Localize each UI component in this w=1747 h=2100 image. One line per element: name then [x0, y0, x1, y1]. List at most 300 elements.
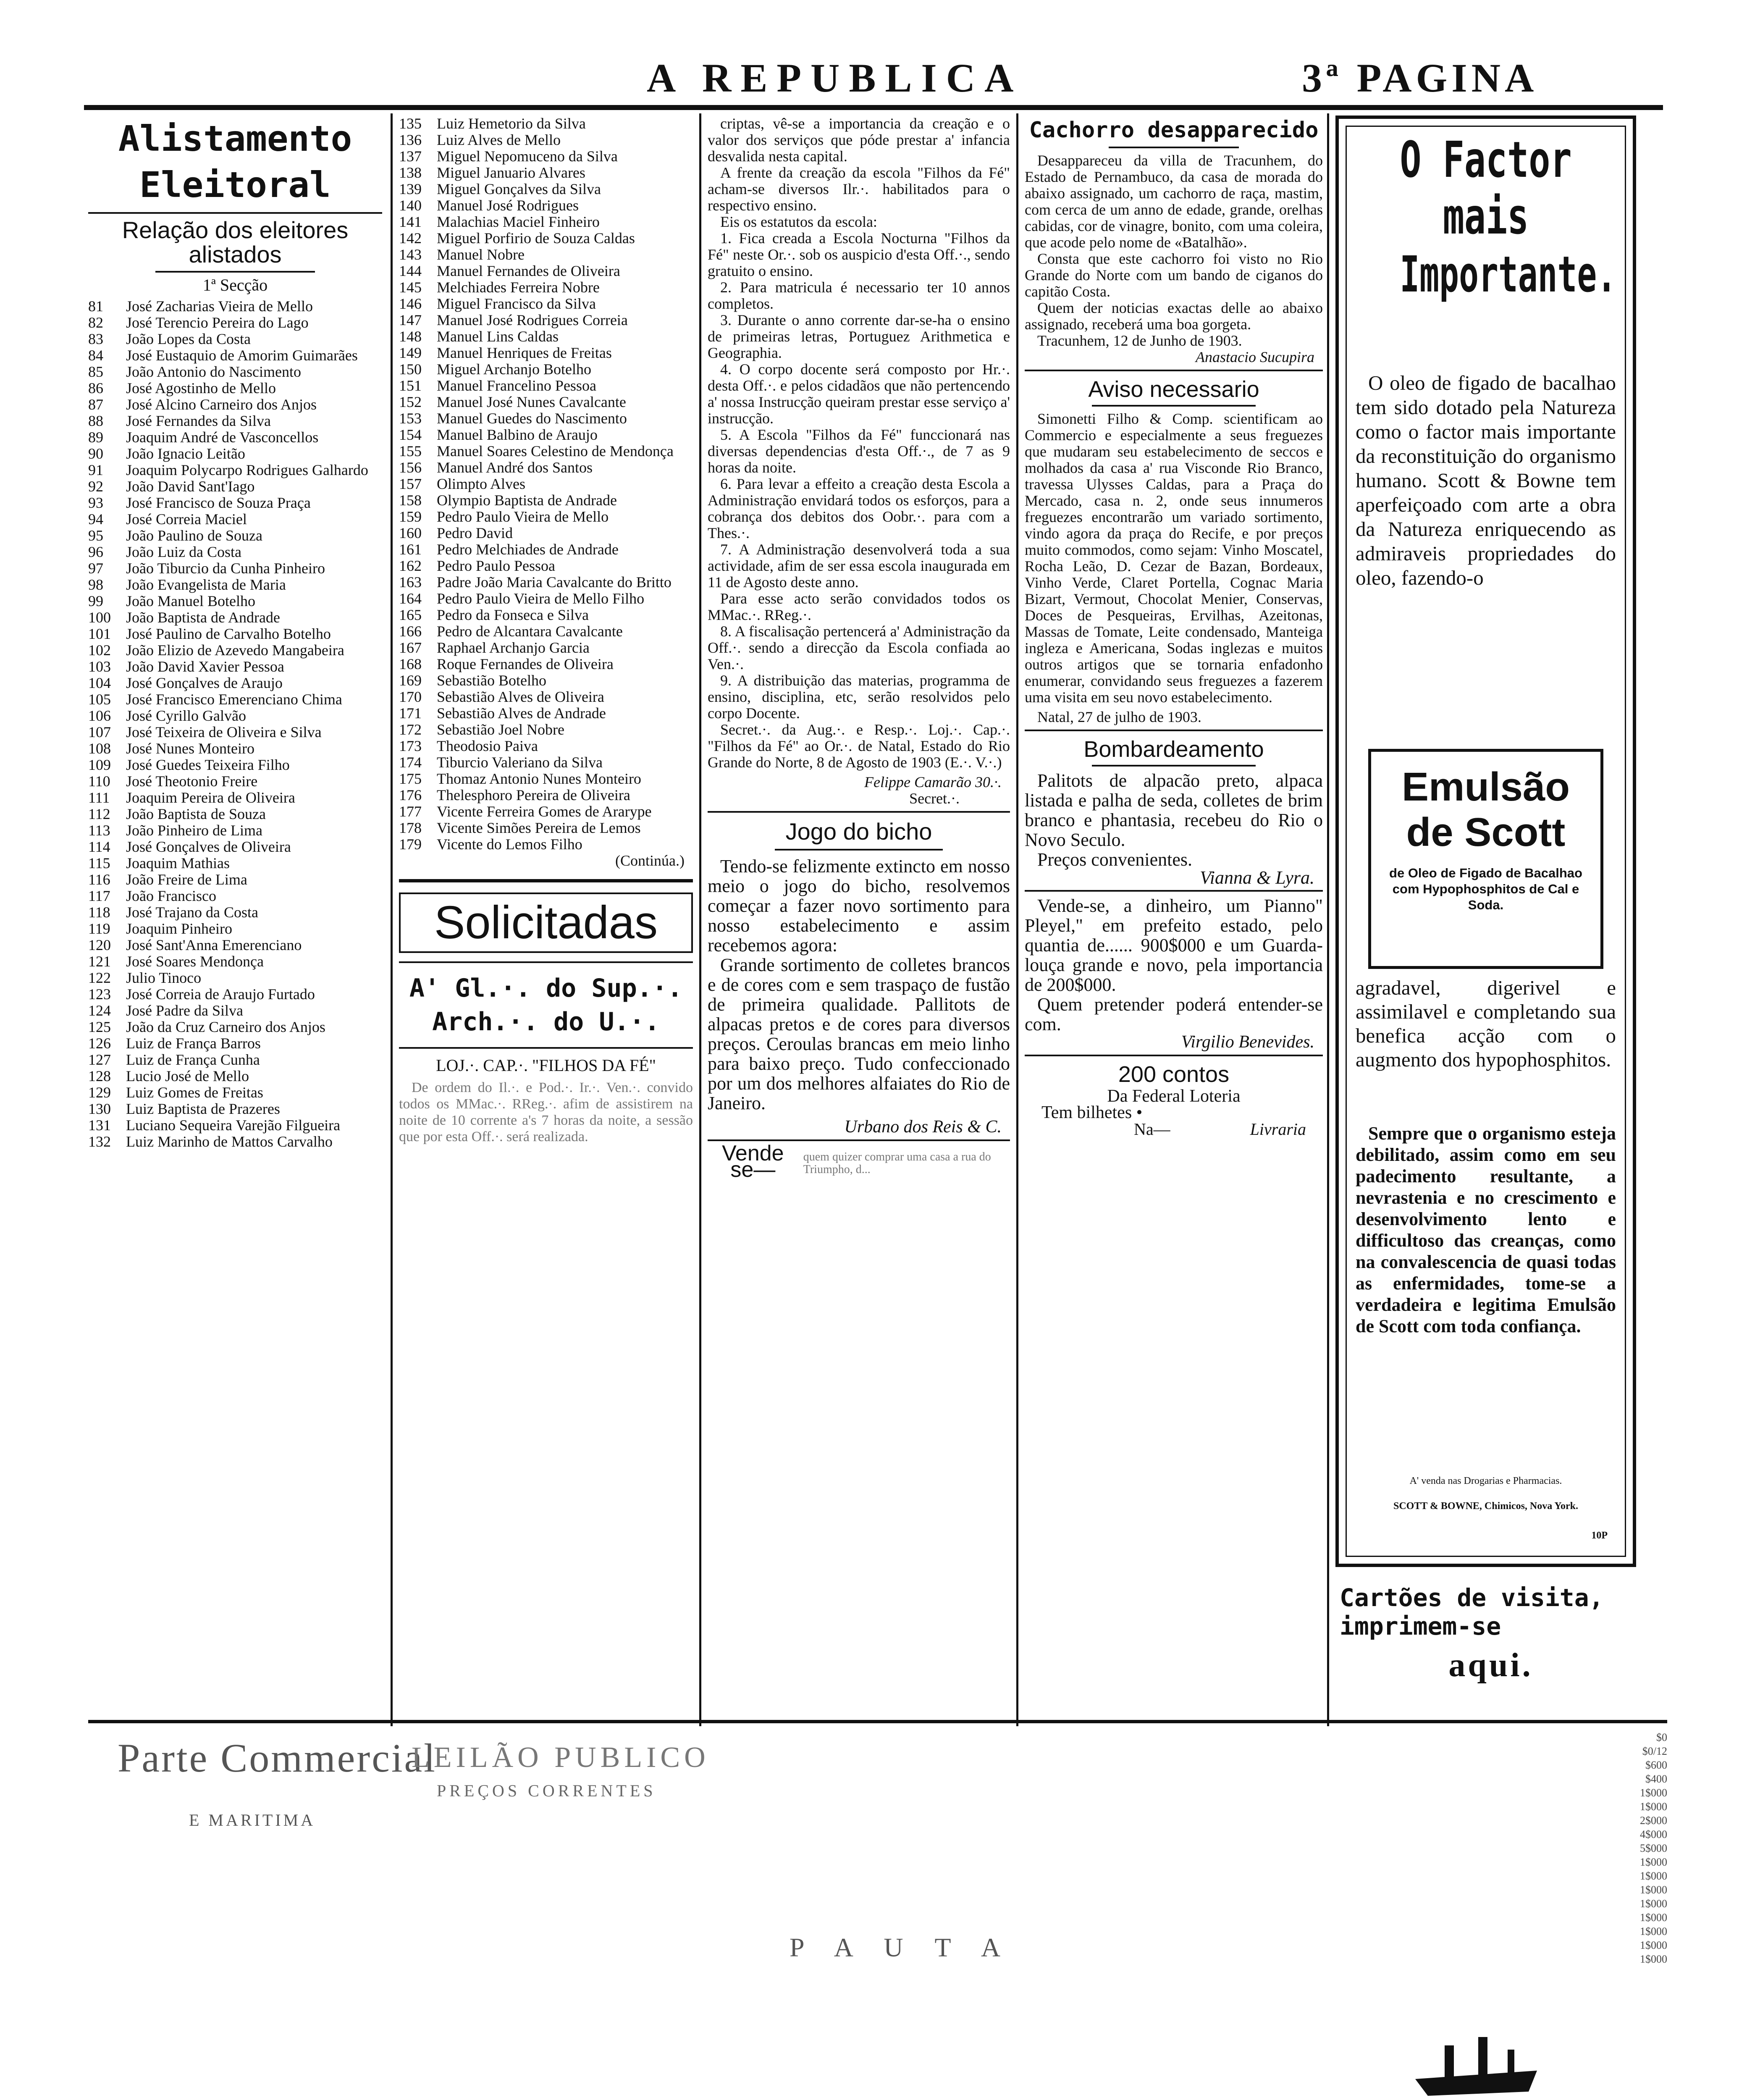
eleitor-entry: [399, 328, 693, 345]
eleitor-entry: [88, 1052, 382, 1068]
eleitor-entry: [399, 574, 693, 591]
eleitor-entry: [88, 1117, 382, 1134]
eleitor-name: Vicente Simões Pereira de Lemos: [437, 819, 641, 836]
masthead: [0, 55, 1747, 100]
bombardeamento-text: Palitots de alpacão preto, alpaca listada e palha de seda, colletes de brim branco e phantasia, recebeu do Rio o Novo Seculo.: [1025, 770, 1323, 850]
eleitor-name: Padre João Maria Cavalcante do Britto: [437, 574, 672, 591]
maritima-heading: E MARITIMA: [189, 1811, 316, 1830]
escola-paragraph: Secret.·. da Aug.·. e Resp.·. Loj.·. Cap.·. "Filhos da Fé" ao Or.·. de Natal, Estado do Rio Grande do Norte, 8 de Agosto de 1903 (E.·. V.·.): [708, 721, 1010, 771]
eleitor-name: Thelesphoro Pereira de Oliveira: [437, 787, 630, 803]
price-value: 1$000: [1640, 1925, 1667, 1937]
after-text: agradavel, digerivel e assimilavel e completando sua benefica acção com o augmento dos hypophosphitos.: [1356, 976, 1616, 1071]
eleitor-name: Manuel Nobre: [437, 246, 525, 263]
eleitor-name: Joaquim Polycarpo Rodrigues Galhardo: [126, 462, 368, 478]
eleitor-name: Manuel Francelino Pessoa: [437, 377, 596, 394]
eleitor-name: Sebastião Botelho: [437, 672, 546, 689]
eleitor-number: 168: [399, 656, 422, 672]
emulsao-box: [1368, 749, 1603, 969]
eleitor-number: 96: [88, 543, 103, 560]
eleitor-name: João Manuel Botelho: [126, 593, 255, 609]
eleitor-entry: [88, 724, 382, 740]
eleitor-name: José Francisco Emerenciano Chima: [126, 691, 342, 708]
eleitor-name: Luiz Alves de Mello: [437, 131, 561, 148]
eleitor-entry: [88, 659, 382, 675]
eleitor-name: Luiz Marinho de Mattos Carvalho: [126, 1133, 333, 1150]
eleitor-number: 149: [399, 344, 422, 361]
eleitor-entry: [88, 429, 382, 446]
eleitor-name: Pedro Paulo Pessoa: [437, 557, 555, 574]
escola-paragraph: 7. A Administração desenvolverá toda a sua actividade, afim de ser essa escola inaugurada em 11 de Agosto deste anno.: [708, 541, 1010, 591]
eleitor-name: Vicente Ferreira Gomes de Ararype: [437, 803, 652, 820]
eleitor-number: 143: [399, 246, 422, 263]
eleitor-number: 155: [399, 443, 422, 459]
eleitor-entry: [88, 1003, 382, 1019]
newspaper-title: A REPUBLICA: [647, 55, 1023, 100]
eleitor-name: João David Xavier Pessoa: [126, 658, 284, 675]
eleitor-number: 118: [88, 904, 110, 921]
divider: [1092, 765, 1256, 766]
divider: [1025, 1055, 1323, 1056]
eleitor-entry: [88, 790, 382, 806]
eleitor-number: 165: [399, 606, 422, 623]
eleitor-number: 152: [399, 394, 422, 410]
eleitor-entry: [88, 937, 382, 953]
eleitor-entry: [399, 132, 693, 148]
eleitor-name: João Baptista de Andrade: [126, 609, 280, 626]
eleitor-entry: [399, 820, 693, 836]
eleitor-entry: [88, 691, 382, 708]
eleitor-number: 177: [399, 803, 422, 820]
eleitor-entry: [88, 872, 382, 888]
eleitor-number: 178: [399, 819, 422, 836]
divider: [155, 271, 315, 273]
solicitadas-heading: Solicitadas: [434, 897, 658, 948]
eleitor-name: Luiz de França Barros: [126, 1035, 261, 1052]
divider: [399, 1047, 693, 1049]
eleitor-number: 158: [399, 492, 422, 509]
eleitor-number: 106: [88, 707, 111, 724]
escola-paragraph: 5. A Escola "Filhos da Fé" funccionará nas diversas dependencias d'esta Off.·., de 7 as 9 horas da noite.: [708, 426, 1010, 476]
eleitor-name: José Gonçalves de Oliveira: [126, 838, 291, 855]
column-lista-2: [399, 116, 693, 1145]
eleitor-name: Luiz de França Cunha: [126, 1051, 260, 1068]
divider: [1025, 890, 1323, 892]
eleitor-entry: [399, 591, 693, 607]
eleitor-number: 136: [399, 131, 422, 148]
divider: [1092, 405, 1256, 407]
eleitor-name: João Ignacio Leitão: [126, 445, 245, 462]
eleitor-name: Manuel Soares Celestino de Mendonça: [437, 443, 674, 459]
contos-text-2: Tem bilhetes •: [1041, 1103, 1143, 1122]
eleitor-number: 156: [399, 459, 422, 476]
eleitor-name: João Paulino de Souza: [126, 527, 262, 544]
price-value: 1$000: [1640, 1856, 1667, 1868]
eleitor-entry: [88, 822, 382, 839]
divider: [1025, 730, 1323, 731]
price-value: 1$000: [1640, 1884, 1667, 1896]
eleitor-name: Luciano Sequeira Varejão Filgueira: [126, 1117, 341, 1134]
eleitor-name: Lucio José de Mello: [126, 1068, 249, 1084]
eleitor-name: Pedro David: [437, 525, 513, 541]
eleitor-name: Manuel André dos Santos: [437, 459, 593, 476]
eleitor-number: 117: [88, 887, 110, 904]
scott-emulsion-ad: [1335, 116, 1636, 1567]
eleitor-entry: [88, 986, 382, 1003]
eleitor-entry: [88, 888, 382, 904]
eleitor-number: 173: [399, 738, 422, 754]
factor-heading-2: mais: [1443, 187, 1529, 245]
loja-text: De ordem do Il.·. e Pod.·. Ir.·. Ven.·. convido todos os MMac.·. RReg.·. afim de assistirem na noite de 10 corrente a's 7 horas da noite, a sessão que por esta Off.·. será realizada.: [399, 1080, 693, 1144]
eleitor-entry: [88, 528, 382, 544]
eleitor-name: Malachias Maciel Finheiro: [437, 213, 600, 230]
continua-label: (Continúa.): [615, 852, 685, 869]
eleitor-entry: [399, 247, 693, 263]
price-value: 1$000: [1640, 1787, 1667, 1799]
eleitor-number: 138: [399, 164, 422, 181]
eleitor-entry: [399, 525, 693, 541]
eleitor-name: Manuel Henriques de Freitas: [437, 344, 612, 361]
divider: [399, 879, 693, 882]
eleitor-name: José Francisco de Souza Praça: [126, 494, 311, 511]
factor-text: O oleo de figado de bacalhao tem sido dotado pela Natureza como o factor mais importante da reconstituição do organismo humano. Scott & Bowne tem aperfeiçoado com arte a obra da Natureza enriquecendo as admiraveis propriedades do oleo, fazendo-o: [1356, 371, 1616, 589]
eleitor-name: Miguel Nepomuceno da Silva: [437, 148, 618, 165]
eleitor-number: 82: [88, 314, 103, 331]
eleitor-number: 172: [399, 721, 422, 738]
eleitor-number: 137: [399, 148, 422, 165]
eleitor-entry: [88, 757, 382, 773]
eleitor-entry: [399, 705, 693, 722]
eleitor-entry: [88, 298, 382, 315]
eleitor-name: Joaquim Mathias: [126, 855, 230, 872]
eleitor-number: 91: [88, 462, 103, 478]
eleitor-entry: [399, 394, 693, 410]
eleitor-number: 164: [399, 590, 422, 607]
eleitor-number: 135: [399, 115, 422, 132]
bombardeamento-heading: Bombardeamento: [1083, 737, 1264, 762]
eleitor-name: João Baptista de Souza: [126, 806, 266, 822]
eleitor-entry: [88, 642, 382, 659]
eleitor-entry: [399, 607, 693, 623]
eleitor-entry: [399, 459, 693, 476]
eleitor-name: Pedro Paulo Vieira de Mello: [437, 508, 609, 525]
eleitor-name: Miguel Archanjo Botelho: [437, 361, 591, 378]
page-number: 3ª PAGINA: [1302, 55, 1538, 100]
eleitor-name: José Correia Maciel: [126, 511, 247, 528]
eleitor-number: 176: [399, 787, 422, 803]
escola-paragraph: 6. Para levar a effeito a creação desta Escola a Administração envidará todos os esforços, para a cobrança dos debitos dos Oobr.·. para com a Thes.·.: [708, 475, 1010, 541]
price-value: 1$000: [1640, 1911, 1667, 1924]
eleitor-entry: [399, 443, 693, 459]
eleitor-entry: [399, 492, 693, 509]
vende-heading: Vende se—: [722, 1141, 784, 1182]
eleitor-entry: [88, 855, 382, 872]
eleitor-number: 87: [88, 396, 103, 413]
eleitor-number: 120: [88, 937, 111, 953]
escola-paragraph: Eis os estatutos da escola:: [720, 213, 877, 230]
eleitor-number: 93: [88, 494, 103, 511]
eleitor-entry: [88, 609, 382, 626]
eleitor-number: 127: [88, 1051, 111, 1068]
eleitor-entry: [399, 427, 693, 443]
eleitor-name: José Eustaquio de Amorim Guimarães: [126, 347, 358, 364]
eleitor-name: José Trajano da Costa: [126, 904, 258, 921]
eleitor-entry: [399, 787, 693, 803]
contos-heading: 200 contos: [1118, 1062, 1230, 1087]
eleitor-entry: [88, 511, 382, 528]
eleitor-number: 161: [399, 541, 422, 558]
eleitor-name: José Terencio Pereira do Lago: [126, 314, 309, 331]
cachorro-heading: Cachorro desapparecido: [1029, 118, 1319, 143]
divider: [775, 849, 943, 850]
price-value: 1$000: [1640, 1898, 1667, 1910]
eleitor-number: 108: [88, 740, 111, 757]
price-value: $400: [1645, 1773, 1667, 1785]
eleitor-name: João Francisco: [126, 887, 216, 904]
eleitor-entry: [399, 345, 693, 361]
eleitor-number: 115: [88, 855, 110, 872]
factor-heading-3: Importante.: [1400, 245, 1617, 303]
eleitor-number: 150: [399, 361, 422, 378]
eleitor-entry: [88, 740, 382, 757]
eleitor-number: 100: [88, 609, 111, 626]
column-divider: [391, 113, 393, 1726]
eleitor-entry: [399, 312, 693, 328]
eleitor-name: Manuel José Nunes Cavalcante: [437, 394, 626, 410]
eleitor-number: 151: [399, 377, 422, 394]
eleitor-number: 131: [88, 1117, 111, 1134]
eleitor-name: Miguel Gonçalves da Silva: [437, 181, 601, 197]
aviso-heading: Aviso necessario: [1088, 377, 1259, 402]
eleitor-number: 144: [399, 262, 422, 279]
cachorro-date: Tracunhem, 12 de Junho de 1903.: [1037, 332, 1242, 349]
eleitor-name: Manuel José Rodrigues: [437, 197, 579, 214]
after-text-2: Sempre que o organismo esteja debilitado, assim como em seu padecimento resultante, a nevrastenia e no crescimento e desenvolvimento lento e difficultoso das creanças, como na convalescencia de quasi todas as enfermidades, tome-se a verdadeira e legitima Emulsão de Scott com toda confiança.: [1356, 1123, 1616, 1336]
eleitor-number: 90: [88, 445, 103, 462]
eleitor-name: Luiz Gomes de Freitas: [126, 1084, 263, 1101]
eleitor-name: Miguel Januario Alvares: [437, 164, 585, 181]
eleitor-number: 84: [88, 347, 103, 364]
cachorro-signature: Anastacio Sucupira: [1196, 349, 1314, 365]
eleitor-number: 104: [88, 675, 111, 691]
ship-illustration: [1411, 2020, 1545, 2100]
eleitor-name: José Padre da Silva: [126, 1002, 243, 1019]
eleitor-entry: [399, 410, 693, 427]
eleitor-name: José Sant'Anna Emerenciano: [126, 937, 302, 953]
price-value: 4$000: [1640, 1828, 1667, 1840]
eleitor-entry: [399, 803, 693, 820]
eleitor-number: 121: [88, 953, 111, 970]
eleitor-number: 83: [88, 331, 103, 347]
eleitor-entry: [88, 396, 382, 413]
eleitor-entry: [88, 577, 382, 593]
jogo-signature: Urbano dos Reis & C.: [844, 1117, 1002, 1137]
eleitor-name: João Elizio de Azevedo Mangabeira: [126, 642, 344, 659]
eleitor-number: 97: [88, 560, 103, 577]
divider: [1025, 370, 1323, 371]
contos-text: Da Federal Loteria: [1107, 1087, 1241, 1106]
price-value: $600: [1645, 1759, 1667, 1771]
eleitor-name: João David Sant'Iago: [126, 478, 255, 495]
eleitor-entry: [88, 364, 382, 380]
eleitor-entry: [399, 214, 693, 230]
eleitor-number: 92: [88, 478, 103, 495]
price-column: [1621, 1730, 1667, 1966]
price-value: 5$000: [1640, 1842, 1667, 1854]
secao-label: 1ª Secção: [202, 276, 268, 294]
eleitor-entry: [399, 197, 693, 214]
eleitor-number: 160: [399, 525, 422, 541]
eleitor-number: 163: [399, 574, 422, 591]
eleitor-entry: [88, 1068, 382, 1084]
eleitor-name: João Antonio do Nascimento: [126, 363, 301, 380]
piano-text-2: Quem pretender poderá entender-se com.: [1025, 994, 1323, 1034]
eleitor-entry: [399, 656, 693, 672]
aviso-date: Natal, 27 de julho de 1903.: [1037, 709, 1201, 725]
eleitor-number: 169: [399, 672, 422, 689]
eleitor-number: 123: [88, 986, 111, 1003]
pauta-heading: P A U T A: [790, 1932, 1013, 1962]
eleitor-entry: [399, 689, 693, 705]
eleitor-number: 81: [88, 298, 103, 315]
eleitor-name: Melchiades Ferreira Nobre: [437, 279, 600, 296]
eleitor-name: Manuel Fernandes de Oliveira: [437, 262, 620, 279]
leilao-heading: LEILÃO PUBLICO: [412, 1741, 710, 1774]
eleitor-number: 107: [88, 724, 111, 740]
eleitor-name: José Fernandes da Silva: [126, 412, 271, 429]
eleitor-number: 94: [88, 511, 103, 528]
loja-banner: A' Gl.·. do Sup.·. Arch.·. do U.·.: [409, 974, 683, 1037]
emulsao-subtitle: de Oleo de Figado de Bacalhao com Hypophosphitos de Cal e Soda.: [1389, 866, 1582, 912]
eleitor-entry: [88, 675, 382, 691]
eleitor-name: José Correia de Araujo Furtado: [126, 986, 315, 1003]
eleitor-name: Joaquim Pereira de Oliveira: [126, 789, 295, 806]
column-anuncios: [1025, 116, 1323, 1137]
eleitor-number: 95: [88, 527, 103, 544]
cachorro-text-3: Quem der noticias exactas delle ao abaixo assignado, receberá uma boa gorgeta.: [1025, 299, 1323, 333]
relacao-heading: Relação dos eleitores alistados: [122, 217, 349, 268]
eleitor-number: 116: [88, 871, 110, 888]
jogo-heading: Jogo do bicho: [785, 818, 932, 845]
vende-text: quem quizer comprar uma casa a rua do Triumpho, d...: [803, 1150, 991, 1176]
eleitor-number: 103: [88, 658, 111, 675]
eleitor-entry: [88, 970, 382, 986]
eleitor-name: José Alcino Carneiro dos Anjos: [126, 396, 317, 413]
eleitor-name: João Evangelista de Maria: [126, 576, 286, 593]
eleitor-number: 146: [399, 295, 422, 312]
eleitor-entry: [88, 462, 382, 478]
eleitor-name: João Lopes da Costa: [126, 331, 251, 347]
eleitor-entry: [88, 921, 382, 937]
eleitor-entry: [88, 544, 382, 560]
eleitor-number: 130: [88, 1100, 111, 1117]
eleitor-number: 85: [88, 363, 103, 380]
escola-paragraph: 3. Durante o anno corrente dar-se-ha o ensino de primeiras letras, Portuguez Arithmetica e Geographia.: [708, 312, 1010, 361]
parte-commercial-heading: Parte Commercial: [118, 1735, 437, 1780]
eleitor-number: 142: [399, 230, 422, 247]
eleitor-entry: [88, 315, 382, 331]
eleitor-entry: [88, 708, 382, 724]
eleitor-number: 174: [399, 754, 422, 771]
eleitor-number: 167: [399, 639, 422, 656]
eleitor-name: Tiburcio Valeriano da Silva: [437, 754, 603, 771]
eleitor-number: 110: [88, 773, 110, 790]
eleitor-entry: [399, 263, 693, 279]
eleitor-number: 102: [88, 642, 111, 659]
divider: [88, 212, 382, 214]
eleitor-number: 148: [399, 328, 422, 345]
venda-note: A' venda nas Drogarias e Pharmacias.: [1409, 1475, 1562, 1486]
cachorro-text: Desappareceu da villa de Tracunhem, do Estado de Pernambuco, da casa de morada do abaixo assignado, um cachorro de raça, mastim, com cerca de um anno de edade, grande, orelhas cabidas, cor de vinagre, bonito, com uma coleira, que acode pelo nome de «Batalhão».: [1025, 152, 1323, 251]
eleitor-number: 157: [399, 475, 422, 492]
eleitor-name: José Teixeira de Oliveira e Silva: [126, 724, 322, 740]
escola-paragraph: 4. O corpo docente será composto por Hr.·. desta Off.·. e pelos cidadãos que não pertencendo a' nossa Instrucção queiram prestar esse serviço a' instrucção.: [708, 361, 1010, 427]
eleitor-number: 147: [399, 312, 422, 328]
eleitor-number: 129: [88, 1084, 111, 1101]
eleitor-number: 119: [88, 920, 110, 937]
eleitor-entry: [88, 495, 382, 511]
eleitor-name: João Pinheiro de Lima: [126, 822, 262, 839]
price-value: $0/12: [1642, 1745, 1667, 1757]
eleitor-name: Sebastião Alves de Andrade: [437, 705, 606, 722]
eleitor-entry: [88, 773, 382, 790]
price-value: 1$000: [1640, 1801, 1667, 1813]
eleitor-name: Raphael Archanjo Garcia: [437, 639, 590, 656]
eleitor-number: 113: [88, 822, 110, 839]
eleitor-number: 132: [88, 1133, 111, 1150]
eleitor-number: 159: [399, 508, 422, 525]
contos-text-3: Na—: [1134, 1120, 1170, 1139]
eleitor-entry: [399, 148, 693, 165]
eleitor-name: João Luiz da Costa: [126, 543, 241, 560]
column-divider: [1327, 113, 1329, 1726]
eleitor-name: Manuel José Rodrigues Correia: [437, 312, 628, 328]
eleitor-number: 88: [88, 412, 103, 429]
eleitor-entry: [399, 296, 693, 312]
eleitor-entry: [88, 413, 382, 429]
eleitor-number: 109: [88, 756, 111, 773]
eleitor-name: Theodosio Paiva: [437, 738, 538, 754]
eleitor-number: 145: [399, 279, 422, 296]
eleitor-entry: [399, 476, 693, 492]
eleitor-number: 166: [399, 623, 422, 640]
eleitor-entry: [399, 672, 693, 689]
column-alistamento: [88, 116, 382, 1150]
eleitor-entry: [399, 541, 693, 558]
eleitor-entry: [88, 347, 382, 364]
eleitor-name: Thomaz Antonio Nunes Monteiro: [437, 770, 641, 787]
eleitor-entry: [88, 380, 382, 396]
eleitor-number: 140: [399, 197, 422, 214]
eleitor-entry: [88, 904, 382, 921]
escola-paragraph: A frente da creação da escola "Filhos da Fé" acham-se diversos Ilr.·. habilitados para o respectivo ensino.: [708, 164, 1010, 214]
eleitor-number: 175: [399, 770, 422, 787]
eleitor-number: 171: [399, 705, 422, 722]
jogo-text-2: Grande sortimento de colletes brancos e de cores com e sem traspaço de fustão de primeira qualidade. Pallitots de alpacas pretos e de cores para diversos preços. Ceroulas brancas em meio linho para baixo preço. Tudo confeccionado por um dos melhores alfaiates do Rio de Janeiro.: [708, 955, 1010, 1113]
column-divider: [1016, 113, 1018, 1726]
divider: [708, 811, 1010, 813]
eleitor-name: Miguel Francisco da Silva: [437, 295, 596, 312]
emulsao-heading-1: Emulsão: [1401, 764, 1570, 809]
eleitor-entry: [399, 378, 693, 394]
eleitor-name: João Freire de Lima: [126, 871, 247, 888]
escola-paragraph: Para esse acto serão convidados todos os MMac.·. RReg.·.: [708, 590, 1010, 623]
eleitor-entry: [399, 738, 693, 754]
precos-heading: PREÇOS CORRENTES: [437, 1781, 656, 1800]
eleitor-entry: [88, 1019, 382, 1035]
eleitores-list-1: [88, 298, 382, 1150]
eleitor-entry: [88, 478, 382, 495]
eleitor-number: 99: [88, 593, 103, 609]
